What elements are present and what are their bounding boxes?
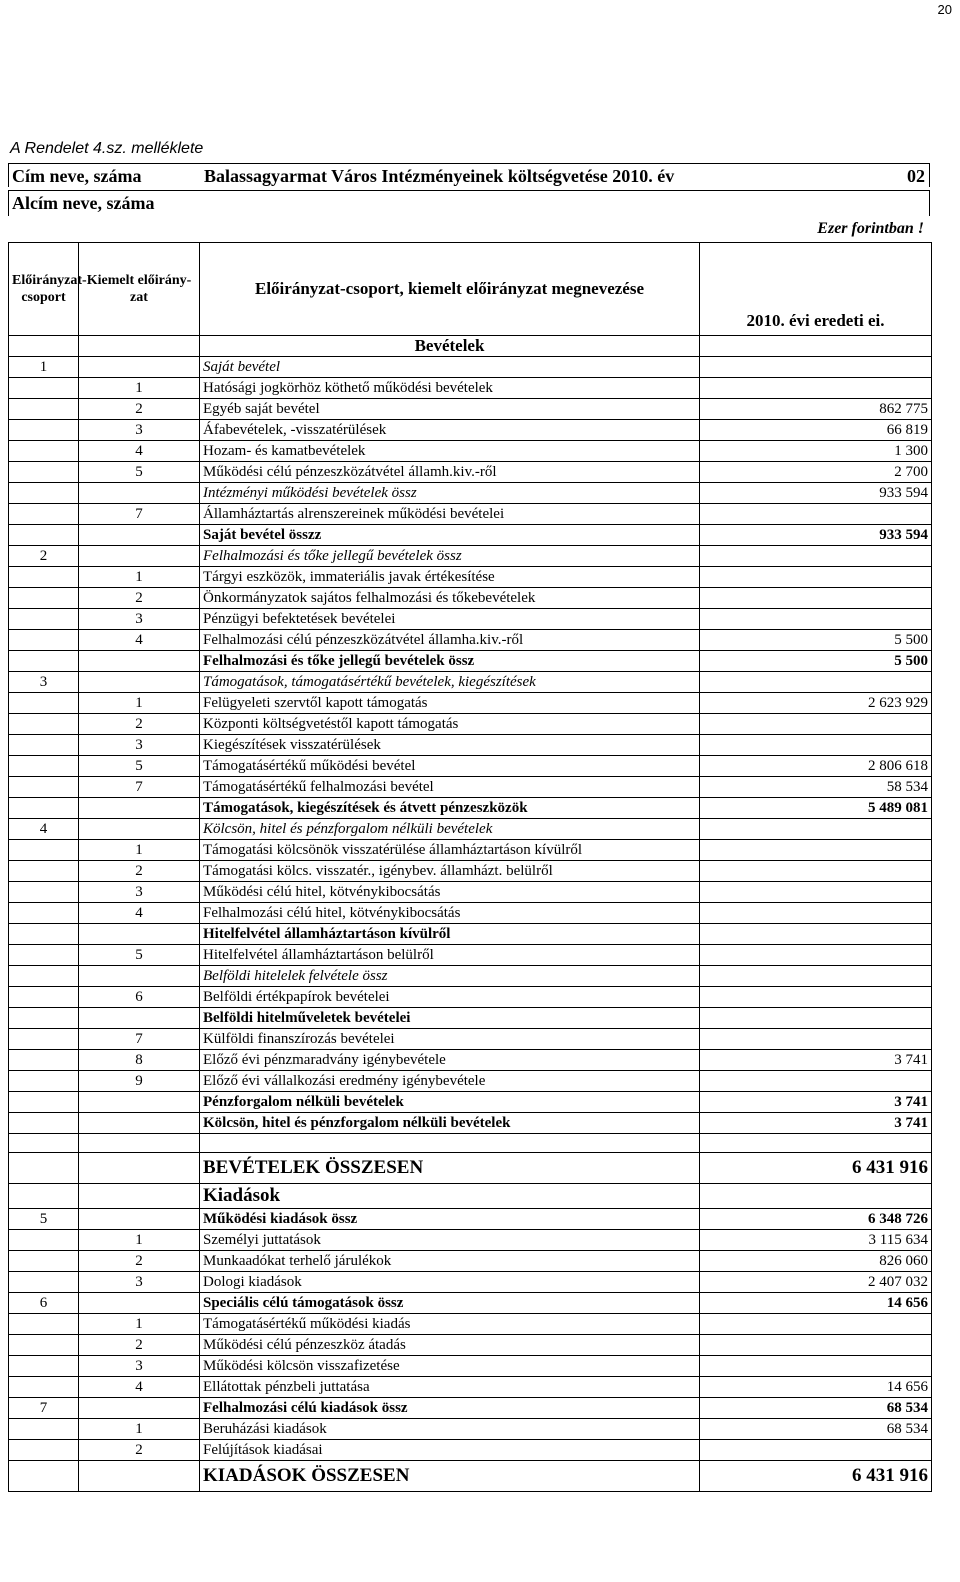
row-amount <box>700 378 932 399</box>
row-item-code <box>79 1134 200 1153</box>
row-item-code: 2 <box>79 399 200 420</box>
row-item-code <box>79 483 200 504</box>
row-item-code <box>79 1209 200 1230</box>
row-item-code: 4 <box>79 630 200 651</box>
row-amount <box>700 714 932 735</box>
table-row <box>9 840 932 861</box>
row-name: Saját bevétel összz <box>200 525 700 546</box>
row-amount <box>700 336 932 357</box>
row-group-code <box>9 777 79 798</box>
row-group-code <box>9 630 79 651</box>
row-amount <box>700 546 932 567</box>
row-item-code: 2 <box>79 861 200 882</box>
row-item-code <box>79 1293 200 1314</box>
row-group-code <box>9 567 79 588</box>
row-amount: 68 534 <box>700 1419 932 1440</box>
row-item-code <box>79 798 200 819</box>
row-amount: 3 741 <box>700 1113 932 1134</box>
row-name: Működési célú pénzeszköz átadás <box>200 1335 700 1356</box>
row-amount <box>700 609 932 630</box>
row-name: Pénzügyi befektetések bevételei <box>200 609 700 630</box>
table-row <box>9 882 932 903</box>
table-row <box>9 1050 932 1071</box>
row-group-code <box>9 483 79 504</box>
row-amount <box>700 903 932 924</box>
row-name: Egyéb saját bevétel <box>200 399 700 420</box>
table-row <box>9 525 932 546</box>
row-amount: 933 594 <box>700 483 932 504</box>
row-name: Támogatások, támogatásértékű bevételek, kiegészítések <box>200 672 700 693</box>
row-item-code: 2 <box>79 1440 200 1461</box>
row-name: Működési célú hitel, kötvénykibocsátás <box>200 882 700 903</box>
row-amount: 2 700 <box>700 462 932 483</box>
row-amount: 2 623 929 <box>700 693 932 714</box>
row-name: Támogatásértékű működési bevétel <box>200 756 700 777</box>
row-amount <box>700 567 932 588</box>
row-amount <box>700 924 932 945</box>
row-amount: 58 534 <box>700 777 932 798</box>
row-name: Működési célú pénzeszközátvétel államh.kiv.-ről <box>200 462 700 483</box>
row-group-code <box>9 735 79 756</box>
row-group-code <box>9 504 79 525</box>
table-row <box>9 504 932 525</box>
row-group-code <box>9 1356 79 1377</box>
row-group-code: 7 <box>9 1398 79 1419</box>
row-name: Önkormányzatok sajátos felhalmozási és tőkebevételek <box>200 588 700 609</box>
table-row <box>9 672 932 693</box>
row-item-code: 8 <box>79 1050 200 1071</box>
header-col-csoport: Előirányzat-csoport <box>9 243 79 336</box>
row-item-code: 1 <box>79 567 200 588</box>
row-name: Előző évi pénzmaradvány igénybevétele <box>200 1050 700 1071</box>
row-name: Kiadások <box>200 1184 700 1209</box>
row-group-code <box>9 1419 79 1440</box>
table-row <box>9 1419 932 1440</box>
row-item-code: 4 <box>79 1377 200 1398</box>
table-row <box>9 861 932 882</box>
row-item-code <box>79 819 200 840</box>
row-group-code <box>9 1461 79 1492</box>
row-name <box>200 1134 700 1153</box>
row-name: Ellátottak pénzbeli juttatása <box>200 1377 700 1398</box>
row-item-code: 4 <box>79 441 200 462</box>
table-row <box>9 1440 932 1461</box>
row-amount <box>700 945 932 966</box>
table-row <box>9 1356 932 1377</box>
row-item-code <box>79 1113 200 1134</box>
row-group-code <box>9 714 79 735</box>
row-name: Felújítások kiadásai <box>200 1440 700 1461</box>
table-row <box>9 1293 932 1314</box>
row-amount <box>700 504 932 525</box>
row-amount <box>700 735 932 756</box>
row-group-code <box>9 378 79 399</box>
row-item-code <box>79 1153 200 1184</box>
row-group-code <box>9 651 79 672</box>
row-group-code <box>9 1071 79 1092</box>
row-name: Külföldi finanszírozás bevételei <box>200 1029 700 1050</box>
table-row <box>9 399 932 420</box>
row-group-code <box>9 336 79 357</box>
row-amount <box>700 1335 932 1356</box>
row-name: Felhalmozási célú pénzeszközátvétel államha.kiv.-ről <box>200 630 700 651</box>
row-name: Belföldi értékpapírok bevételei <box>200 987 700 1008</box>
row-group-code <box>9 861 79 882</box>
row-group-code <box>9 1153 79 1184</box>
row-amount: 826 060 <box>700 1251 932 1272</box>
row-amount: 3 741 <box>700 1092 932 1113</box>
row-amount <box>700 966 932 987</box>
row-group-code: 1 <box>9 357 79 378</box>
row-item-code: 6 <box>79 987 200 1008</box>
row-item-code: 1 <box>79 840 200 861</box>
table-row <box>9 777 932 798</box>
row-item-code: 2 <box>79 1335 200 1356</box>
table-row <box>9 1071 932 1092</box>
row-group-code <box>9 693 79 714</box>
table-row <box>9 1153 932 1184</box>
row-item-code <box>79 525 200 546</box>
row-item-code: 4 <box>79 903 200 924</box>
row-name: Munkaadókat terhelő járulékok <box>200 1251 700 1272</box>
table-row <box>9 1377 932 1398</box>
table-row <box>9 945 932 966</box>
row-amount <box>700 1134 932 1153</box>
row-item-code: 9 <box>79 1071 200 1092</box>
row-amount: 2 806 618 <box>700 756 932 777</box>
row-item-code: 7 <box>79 1029 200 1050</box>
header-col-eredeti: 2010. évi eredeti ei. <box>700 243 932 336</box>
row-name: Belföldi hitelelek felvétele össz <box>200 966 700 987</box>
row-amount <box>700 861 932 882</box>
table-row <box>9 336 932 357</box>
row-amount: 5 489 081 <box>700 798 932 819</box>
row-amount: 6 348 726 <box>700 1209 932 1230</box>
row-name: Személyi juttatások <box>200 1230 700 1251</box>
row-name: Központi költségvetéstől kapott támogatás <box>200 714 700 735</box>
budget-table <box>8 242 932 1492</box>
row-group-code <box>9 840 79 861</box>
row-name: Intézményi működési bevételek össz <box>200 483 700 504</box>
row-item-code <box>79 1008 200 1029</box>
table-row <box>9 1335 932 1356</box>
table-row <box>9 1209 932 1230</box>
row-amount: 6 431 916 <box>700 1461 932 1492</box>
row-amount: 1 300 <box>700 441 932 462</box>
table-row <box>9 966 932 987</box>
row-amount <box>700 1029 932 1050</box>
table-row <box>9 987 932 1008</box>
row-item-code: 1 <box>79 693 200 714</box>
row-group-code <box>9 1134 79 1153</box>
row-amount: 14 656 <box>700 1377 932 1398</box>
row-name: Kiegészítések visszatérülések <box>200 735 700 756</box>
row-item-code: 1 <box>79 1314 200 1335</box>
alcim-row <box>8 190 930 216</box>
table-row <box>9 1230 932 1251</box>
row-name: Hozam- és kamatbevételek <box>200 441 700 462</box>
row-item-code <box>79 1398 200 1419</box>
row-name: Működési kiadások össz <box>200 1209 700 1230</box>
row-name: Támogatási kölcsönök visszatérülése államháztartáson kívülről <box>200 840 700 861</box>
table-row <box>9 693 932 714</box>
row-item-code <box>79 651 200 672</box>
table-row <box>9 819 932 840</box>
row-name: KIADÁSOK ÖSSZESEN <box>200 1461 700 1492</box>
row-item-code: 2 <box>79 588 200 609</box>
table-row <box>9 462 932 483</box>
row-name: Felhalmozási célú hitel, kötvénykibocsátás <box>200 903 700 924</box>
row-group-code <box>9 945 79 966</box>
row-item-code: 3 <box>79 1356 200 1377</box>
table-row <box>9 1134 932 1153</box>
table-row <box>9 1029 932 1050</box>
table-row <box>9 1398 932 1419</box>
row-name: Belföldi hitelműveletek bevételei <box>200 1008 700 1029</box>
table-row <box>9 567 932 588</box>
row-name: Felhalmozási és tőke jellegű bevételek össz <box>200 546 700 567</box>
row-group-code <box>9 609 79 630</box>
row-group-code <box>9 987 79 1008</box>
table-row <box>9 609 932 630</box>
header-col-kiemelt: Kiemelt előirány-zat <box>79 243 200 336</box>
row-name: Támogatások, kiegészítések és átvett pénzeszközök <box>200 798 700 819</box>
table-row <box>9 357 932 378</box>
row-group-code <box>9 1113 79 1134</box>
row-name: Dologi kiadások <box>200 1272 700 1293</box>
table-row <box>9 588 932 609</box>
row-amount <box>700 819 932 840</box>
row-name: BEVÉTELEK ÖSSZESEN <box>200 1153 700 1184</box>
cim-label: Cím neve, száma <box>12 166 142 186</box>
row-amount: 5 500 <box>700 630 932 651</box>
row-group-code <box>9 1335 79 1356</box>
row-amount <box>700 840 932 861</box>
row-amount <box>700 672 932 693</box>
row-name: Tárgyi eszközök, immateriális javak értékesítése <box>200 567 700 588</box>
unit-note: Ezer forintban ! <box>817 220 924 237</box>
row-group-code <box>9 1029 79 1050</box>
table-row <box>9 1251 932 1272</box>
row-amount: 3 741 <box>700 1050 932 1071</box>
row-group-code <box>9 1251 79 1272</box>
row-amount: 2 407 032 <box>700 1272 932 1293</box>
row-name: Támogatásértékű felhalmozási bevétel <box>200 777 700 798</box>
row-item-code <box>79 1461 200 1492</box>
table-row <box>9 756 932 777</box>
row-item-code <box>79 1092 200 1113</box>
row-name: Bevételek <box>200 336 700 357</box>
row-item-code: 2 <box>79 714 200 735</box>
row-item-code: 3 <box>79 735 200 756</box>
row-group-code <box>9 1008 79 1029</box>
table-row <box>9 651 932 672</box>
row-amount <box>700 588 932 609</box>
row-amount <box>700 1184 932 1209</box>
row-name: Felhalmozási célú kiadások össz <box>200 1398 700 1419</box>
row-group-code <box>9 924 79 945</box>
row-amount <box>700 882 932 903</box>
row-item-code <box>79 546 200 567</box>
row-name: Hatósági jogkörhöz köthető működési bevételek <box>200 378 700 399</box>
row-item-code: 3 <box>79 1272 200 1293</box>
row-amount: 5 500 <box>700 651 932 672</box>
row-name: Kölcsön, hitel és pénzforgalom nélküli bevételek <box>200 1113 700 1134</box>
row-group-code <box>9 399 79 420</box>
row-item-code: 7 <box>79 777 200 798</box>
row-item-code: 1 <box>79 1230 200 1251</box>
row-name: Kölcsön, hitel és pénzforgalom nélküli bevételek <box>200 819 700 840</box>
row-item-code: 1 <box>79 1419 200 1440</box>
table-row <box>9 1272 932 1293</box>
row-group-code <box>9 1050 79 1071</box>
table-row <box>9 1113 932 1134</box>
table-row <box>9 1314 932 1335</box>
row-group-code <box>9 588 79 609</box>
row-item-code <box>79 672 200 693</box>
table-row <box>9 1092 932 1113</box>
row-group-code: 6 <box>9 1293 79 1314</box>
rendelet-title: A Rendelet 4.sz. melléklete <box>10 140 204 157</box>
row-item-code: 3 <box>79 882 200 903</box>
row-name: Előző évi vállalkozási eredmény igénybevétele <box>200 1071 700 1092</box>
row-amount: 68 534 <box>700 1398 932 1419</box>
row-item-code <box>79 924 200 945</box>
row-item-code <box>79 1184 200 1209</box>
table-row <box>9 798 932 819</box>
row-group-code: 5 <box>9 1209 79 1230</box>
row-item-code: 5 <box>79 756 200 777</box>
row-item-code <box>79 336 200 357</box>
row-name: Speciális célú támogatások össz <box>200 1293 700 1314</box>
row-name: Működési kölcsön visszafizetése <box>200 1356 700 1377</box>
cim-row <box>8 163 930 187</box>
row-amount: 933 594 <box>700 525 932 546</box>
row-name: Áfabevételek, -visszatérülések <box>200 420 700 441</box>
row-name: Felhalmozási és tőke jellegű bevételek össz <box>200 651 700 672</box>
row-group-code: 3 <box>9 672 79 693</box>
row-amount <box>700 1314 932 1335</box>
row-group-code <box>9 1184 79 1209</box>
table-row <box>9 735 932 756</box>
row-amount: 14 656 <box>700 1293 932 1314</box>
row-amount <box>700 357 932 378</box>
row-amount: 3 115 634 <box>700 1230 932 1251</box>
row-group-code <box>9 1440 79 1461</box>
row-group-code <box>9 525 79 546</box>
page-number: 20 <box>937 2 952 17</box>
table-row <box>9 546 932 567</box>
table-row <box>9 483 932 504</box>
row-group-code <box>9 441 79 462</box>
row-amount <box>700 1008 932 1029</box>
row-item-code: 2 <box>79 1251 200 1272</box>
row-name: Hitelfelvétel államháztartáson belülről <box>200 945 700 966</box>
row-name: Saját bevétel <box>200 357 700 378</box>
table-row <box>9 441 932 462</box>
row-amount: 862 775 <box>700 399 932 420</box>
row-group-code <box>9 1377 79 1398</box>
row-amount <box>700 987 932 1008</box>
row-amount: 66 819 <box>700 420 932 441</box>
row-group-code: 4 <box>9 819 79 840</box>
table-row <box>9 903 932 924</box>
row-amount <box>700 1440 932 1461</box>
table-row <box>9 1184 932 1209</box>
row-group-code: 2 <box>9 546 79 567</box>
row-group-code <box>9 798 79 819</box>
table-row <box>9 1461 932 1492</box>
row-item-code: 7 <box>79 504 200 525</box>
row-item-code: 3 <box>79 609 200 630</box>
row-group-code <box>9 1272 79 1293</box>
row-amount <box>700 1071 932 1092</box>
table-row <box>9 714 932 735</box>
row-name: Hitelfelvétel államháztartáson kívülről <box>200 924 700 945</box>
alcim-label: Alcím neve, száma <box>12 193 155 213</box>
row-item-code: 5 <box>79 945 200 966</box>
row-item-code: 3 <box>79 420 200 441</box>
table-row <box>9 420 932 441</box>
row-item-code: 5 <box>79 462 200 483</box>
row-amount: 6 431 916 <box>700 1153 932 1184</box>
row-group-code <box>9 420 79 441</box>
cim-value: Balassagyarmat Város Intézményeinek költségvetése 2010. év <box>204 166 675 186</box>
table-header-row <box>9 243 932 336</box>
table-row <box>9 378 932 399</box>
row-group-code <box>9 882 79 903</box>
table-row <box>9 630 932 651</box>
row-group-code <box>9 1092 79 1113</box>
table-body <box>9 336 932 1492</box>
table-row <box>9 924 932 945</box>
row-group-code <box>9 462 79 483</box>
row-group-code <box>9 1230 79 1251</box>
row-name: Pénzforgalom nélküli bevételek <box>200 1092 700 1113</box>
row-item-code <box>79 357 200 378</box>
row-group-code <box>9 756 79 777</box>
row-item-code: 1 <box>79 378 200 399</box>
row-name: Államháztartás alrenszereinek működési bevételei <box>200 504 700 525</box>
cim-code: 02 <box>907 166 925 186</box>
row-group-code <box>9 1314 79 1335</box>
row-amount <box>700 1356 932 1377</box>
row-name: Támogatási kölcs. visszatér., igénybev. államházt. belülről <box>200 861 700 882</box>
row-name: Támogatásértékű működési kiadás <box>200 1314 700 1335</box>
row-group-code <box>9 966 79 987</box>
row-name: Felügyeleti szervtől kapott támogatás <box>200 693 700 714</box>
row-item-code <box>79 966 200 987</box>
header-col-megnevezes: Előirányzat-csoport, kiemelt előirányzat megnevezése <box>200 243 700 336</box>
table-row <box>9 1008 932 1029</box>
row-name: Beruházási kiadások <box>200 1419 700 1440</box>
row-group-code <box>9 903 79 924</box>
